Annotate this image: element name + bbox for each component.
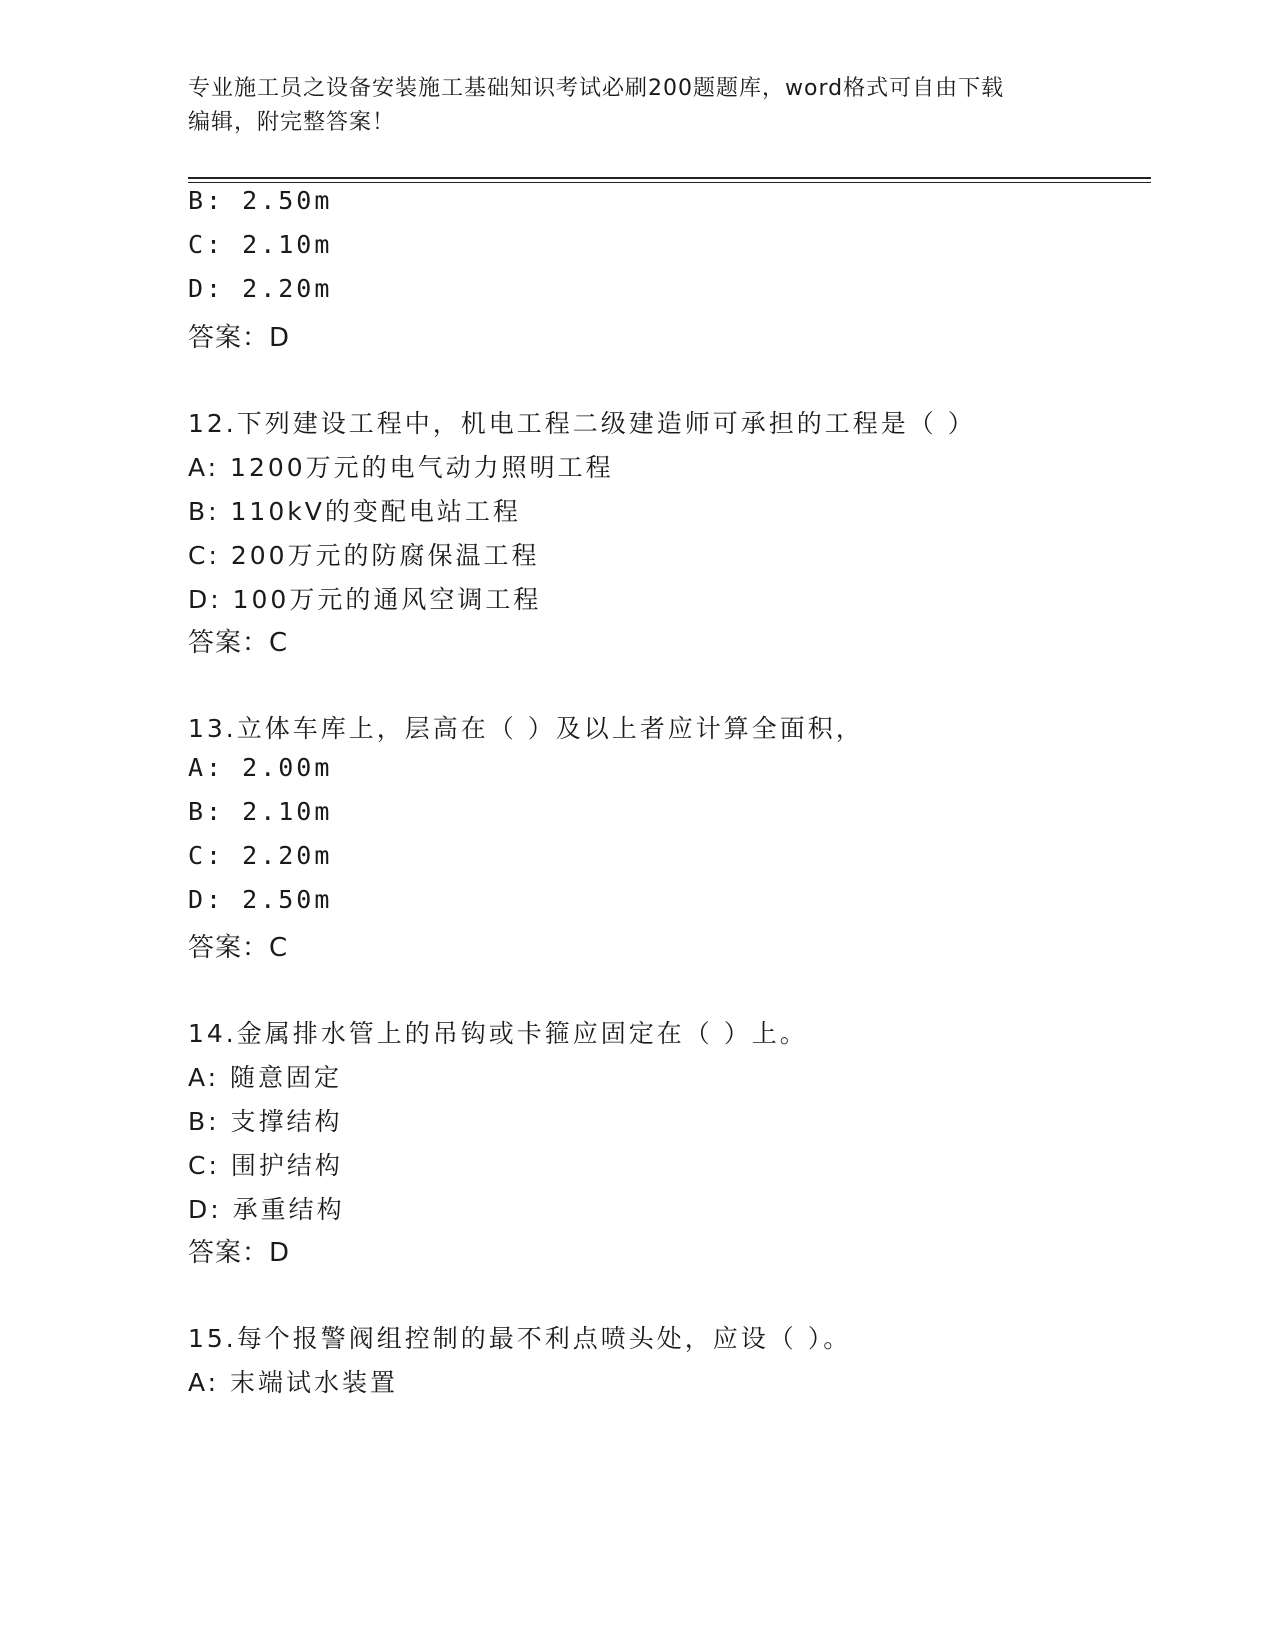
q13-question: 13.立体车库上，层高在（ ）及以上者应计算全面积， — [188, 714, 864, 743]
q14-option-d: D: 承重结构 — [188, 1195, 345, 1224]
q11-answer: 答案：D — [188, 323, 291, 353]
q11-option-d: D: 2.20m — [188, 274, 333, 303]
header-divider-thin — [188, 182, 1151, 183]
header-divider-thick — [188, 177, 1151, 179]
q15-option-a: A: 末端试水装置 — [188, 1368, 399, 1397]
q14-option-b: B: 支撑结构 — [188, 1107, 343, 1136]
header-title-line-2: 编辑，附完整答案！ — [188, 110, 396, 135]
q11-option-b: B: 2.50m — [188, 186, 333, 215]
document-header — [188, 72, 1088, 140]
q12-question: 12.下列建设工程中，机电工程二级建造师可承担的工程是（ ） — [188, 409, 976, 438]
q12-option-a: A: 1200万元的电气动力照明工程 — [188, 453, 614, 482]
q13-option-a: A: 2.00m — [188, 753, 333, 782]
q13-option-b: B: 2.10m — [188, 797, 333, 826]
q13-option-d: D: 2.50m — [188, 885, 333, 914]
q12-option-b: B: 110kV的变配电站工程 — [188, 497, 521, 526]
q15-question: 15.每个报警阀组控制的最不利点喷头处，应设（ ）。 — [188, 1324, 852, 1353]
q12-option-d: D: 100万元的通风空调工程 — [188, 585, 542, 614]
q14-question: 14.金属排水管上的吊钩或卡箍应固定在（ ）上。 — [188, 1019, 808, 1048]
q14-answer: 答案：D — [188, 1238, 291, 1268]
q12-answer: 答案：C — [188, 628, 289, 658]
q14-option-c: C: 围护结构 — [188, 1151, 343, 1180]
q14-option-a: A: 随意固定 — [188, 1063, 343, 1092]
q11-option-c: C: 2.10m — [188, 230, 333, 259]
q13-option-c: C: 2.20m — [188, 841, 333, 870]
header-title-line-1: 专业施工员之设备安装施工基础知识考试必刷200题题库，word格式可自由下载 — [188, 76, 1005, 101]
q12-option-c: C: 200万元的防腐保温工程 — [188, 541, 540, 570]
q13-answer: 答案：C — [188, 933, 289, 963]
